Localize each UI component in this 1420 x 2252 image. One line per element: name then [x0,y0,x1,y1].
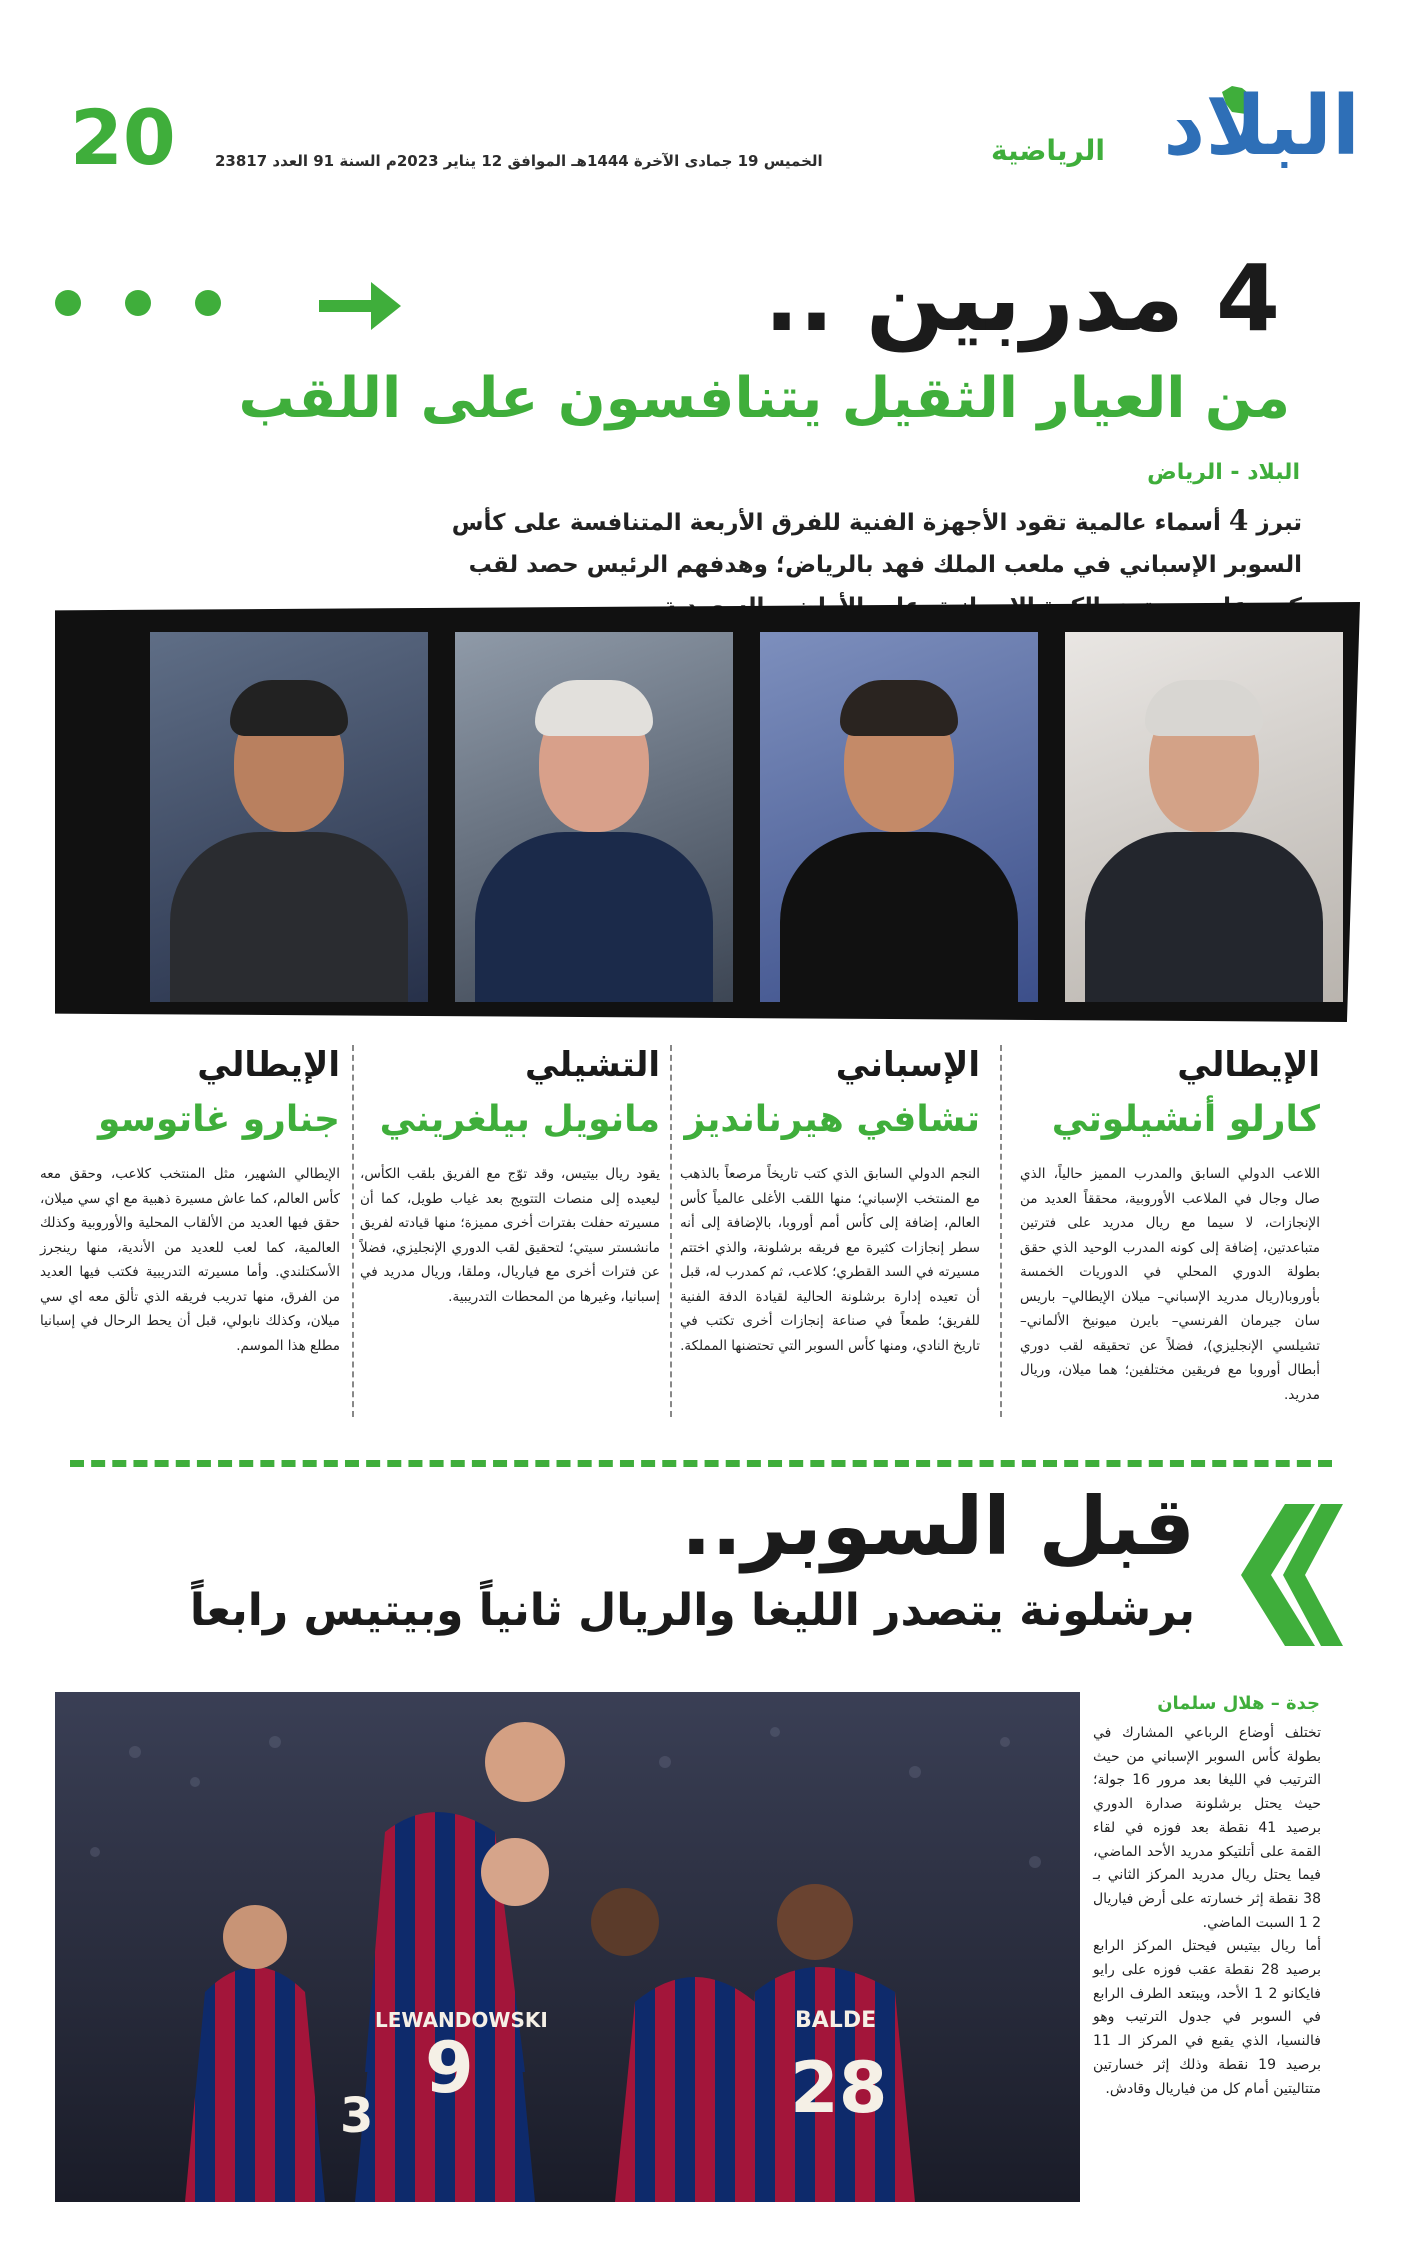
issue-dateline: الخميس 19 جمادى الآخرة 1444هـ الموافق 12 يناير 2023م السنة 91 العدد 23817 [215,152,823,170]
jersey-number: 9 [425,2027,474,2109]
logo-wordmark: البلاد [1163,79,1360,174]
column-divider [352,1045,354,1417]
coach-name: جنارو غاتوسو [98,1099,340,1140]
section-name: الرياضية [990,134,1105,167]
story2-article [1093,1722,1321,2101]
article-paragraph: أما ريال بيتيس فيحتل المركز الرابع برصيد 28 نقطة عقب فوزه على رايو فايكانو 2 1 الأحد، ويبتعد الطرف الرابع في السوبر في جدول الترتيب وهو فالنسيا، الذي يقبع في المركز الـ 11 برصيد 19 نقطة وذلك إثر خسارتين متتاليتين أمام كل من فياريال وقادش. [1093,1938,1321,2097]
coach-name: تشافي هيرنانديز [684,1099,980,1140]
intro-text-start: تبرز [1256,510,1302,536]
coach-column [40,1045,340,1358]
coach-nationality: التشيلي [524,1045,660,1085]
photo-gennaro-gattuso [150,632,428,1002]
page-number: 20 [70,93,176,182]
column-divider [670,1045,672,1417]
story2-subheadline: برشلونة يتصدر الليغا والريال ثانياً وبيتيس رابعاً [189,1585,1195,1636]
barcelona-team-photo [55,1692,1080,2202]
intro-number: 4 [1228,504,1249,537]
story1-headline: 4 مدربين .. [764,245,1280,352]
coach-nationality: الإسباني [835,1045,980,1085]
coach-name: مانويل بيلغريني [379,1099,660,1140]
jersey-name: LEWANDOWSKI [375,2008,548,2032]
coach-nationality: الإيطالي [197,1045,340,1085]
coach-column [1020,1045,1320,1407]
photo-manuel-pellegrini [455,632,733,1002]
story1-subheadline: من العيار الثقيل يتنافسون على اللقب [238,366,1290,431]
coach-column [360,1045,660,1309]
story2-headline: قبل السوبر.. [681,1480,1195,1573]
column-divider [1000,1045,1002,1417]
coach-nationality: الإيطالي [1177,1045,1320,1085]
coach-bio: يقود ريال بيتيس، وقد توّج مع الفريق بلقب الكأس، ليعيده إلى منصات التتويج بعد غياب طويل، كما أن مسيرته حفلت بفترات أخرى مميزة؛ منها قيادته لفريق مانشستر سيتي؛ لتحقيق لقب الدوري الإنجليزي، فضلاً عن فترات أخرى مع فياريال، وملقا، وريال مدريد في إسبانيا، وغيرها من المحطات التدريبية. [360,1166,660,1305]
photo-carlo-ancelotti [1065,632,1343,1002]
arrow-right-icon [315,278,405,334]
jersey-name: BALDE [795,2008,877,2033]
jersey-number: 28 [790,2047,888,2129]
article-paragraph: تختلف أوضاع الرباعي المشارك في بطولة كأس السوبر الإسباني من حيث الترتيب في الليغا بعد مرور 16 جولة؛ حيث يحتل برشلونة صدارة الدوري برصيد 41 نقطة بعد فوزه في لقاء القمة على أتلتيكو مدريد الأحد الماضي، فيما يحتل ريال مدريد المركز الثاني بـ 38 نقطة إثر خسارته على أرض فياريال 2 1 السبت الماضي. [1093,1725,1321,1931]
story2-byline: جدة – هلال سلمان [1157,1693,1320,1714]
jersey-number: 3 [340,2088,374,2144]
intro-text-rest: أسماء عالمية تقود الأجهزة الفنية للفرق الأربعة المتنافسة على كأس السوبر الإسباني في ملعب الملك فهد بالرياض؛ وهدفهم الرئيس حصد لقب [451,510,1302,578]
section-divider [70,1460,1332,1467]
coach-bio: النجم الدولي السابق الذي كتب تاريخاً مرصعاً بالذهب مع المنتخب الإسباني؛ منها اللقب الأغلى عالمياً كأس العالم، إضافة إلى كأس أمم أوروبا، بالإضافة إلى أنه سطر إنجازات كثيرة مع فريقه برشلونة، والذي اختتم مسيرته في السد القطري؛ كلاعب، ثم كمدرب له، قبل أن تعيده إدارة برشلونة الحالية لقيادة الدفة الفنية للفريق؛ طمعاً في صناعة إنجازات أخرى تكتب في تاريخ النادي، ومنها كأس السوبر التي تحتضنها المملكة. [680,1166,980,1354]
photo-xavi-hernandez [760,632,1038,1002]
double-chevron-icon [1215,1500,1345,1650]
newspaper-logo [1110,79,1360,197]
coach-bio: اللاعب الدولي السابق والمدرب المميز حالياً، الذي صال وجال في الملاعب الأوروبية، محققاً العديد من الإنجازات، لا سيما مع ريال مدريد على فترتين متباعدتين، إضافة إلى كونه المدرب الوحيد الذي حقق بطولة الدوري المحلي في الدوريات الخمسة بأوروبا(ريال مدريد الإسباني– ميلان الإيطالي– باريس سان جيرمان الفرنسي– بايرن ميونيخ الألماني– تشيلسي الإنجليزي)، فضلاً عن تحقيقه لقب دوري أبطال أوروبا مع فريقين مختلفين؛ هما ميلان، وريال مدريد. [1020,1166,1320,1403]
coach-name: كارلو أنشيلوتي [1051,1099,1320,1140]
coach-bio: الإيطالي الشهير، مثل المنتخب كلاعب، وحقق معه كأس العالم، كما عاش مسيرة ذهبية مع اي سي ميلان، حقق فيها العديد من الألقاب المحلية والأوروبية وكذلك العالمية، كما لعب للعديد من الأندية، منها رينجرز الأسكتلندي. وأما مسيرته التدريبية فكتب فيها العديد من الفرق، منها تدريب فريقه الذي تألق معه اي سي ميلان، وكذلك نابولي، قبل أن يحط الرحال في إسبانيا مطلع هذا الموسم. [40,1166,340,1354]
story1-byline: البلاد - الرياض [1147,460,1300,485]
coach-column [680,1045,980,1358]
